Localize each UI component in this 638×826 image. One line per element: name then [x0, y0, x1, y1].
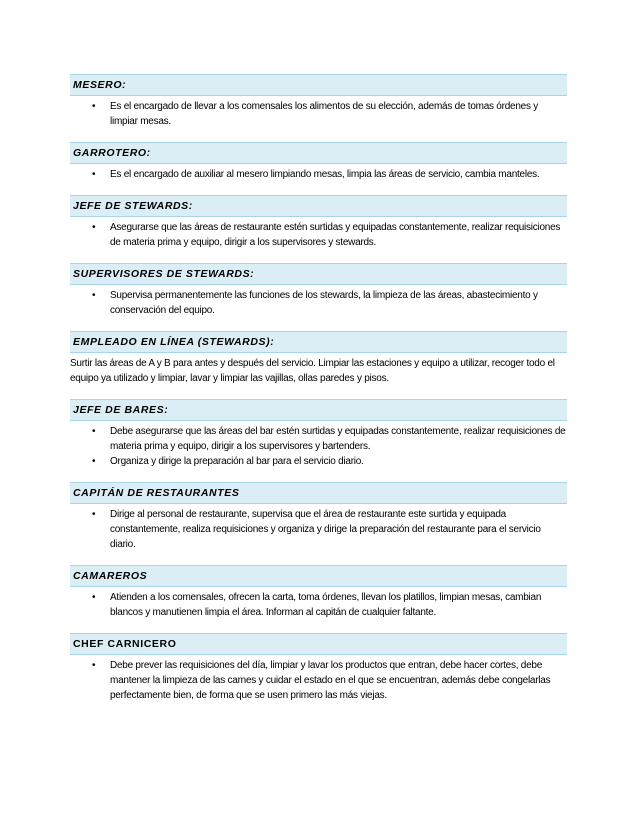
section-heading: EMPLEADO EN LÍNEA (STEWARDS): — [70, 331, 567, 353]
list-item — [70, 507, 567, 552]
section-heading: JEFE DE BARES: — [70, 399, 567, 421]
list-item-text: Debe asegurarse que las áreas del bar estén surtidas y equipadas constantemente, realizar requisiciones de materia prima y equipo, dirigir a los supervisores y bartenders. — [110, 426, 566, 452]
list-item-text: Asegurarse que las áreas de restaurante estén surtidas y equipadas constantemente, realizar requisiciones de materia prima y equipo, dirigir a los supervisores y stewards. — [110, 222, 561, 248]
bullet-icon: • — [92, 101, 96, 112]
list-item — [70, 424, 567, 454]
bullet-list — [70, 220, 567, 250]
list-item — [70, 454, 567, 469]
document-page — [70, 74, 567, 716]
section-jefe-de-stewards — [70, 195, 567, 250]
bullet-list — [70, 288, 567, 318]
section-heading: CAPITÁN DE RESTAURANTES — [70, 482, 567, 504]
section-heading: CAMAREROS — [70, 565, 567, 587]
bullet-list — [70, 99, 567, 129]
section-supervisores-de-stewards — [70, 263, 567, 318]
section-paragraph: Surtir las áreas de A y B para antes y después del servicio. Limpiar las estaciones y equipo a utilizar, recoger todo el equipo ya utilizado y limpiar, lavar y limpiar las vajillas, ollas paredes y pisos. — [70, 358, 555, 384]
section-camareros — [70, 565, 567, 620]
section-heading: JEFE DE STEWARDS: — [70, 195, 567, 217]
section-capitan-de-restaurantes — [70, 482, 567, 552]
list-item — [70, 220, 567, 250]
section-heading: MESERO: — [70, 74, 567, 96]
bullet-list — [70, 167, 567, 182]
bullet-icon: • — [92, 660, 96, 671]
section-chef-carnicero — [70, 633, 567, 703]
section-heading: GARROTERO: — [70, 142, 567, 164]
list-item — [70, 99, 567, 129]
bullet-icon: • — [92, 222, 96, 233]
bullet-icon: • — [92, 290, 96, 301]
list-item-text: Debe prever las requisiciones del día, limpiar y lavar los productos que entran, debe hacer cortes, debe mantener la limpieza de las carnes y cuidar el estado en el que se encuentran, además debe congelarlas perfectamente bien, de forma que se usen primero las más viejas. — [110, 660, 551, 701]
bullet-icon: • — [92, 426, 96, 437]
list-item-text: Supervisa permanentemente las funciones de los stewards, la limpieza de las áreas, abastecimiento y conservación del equipo. — [110, 290, 538, 316]
section-jefe-de-bares — [70, 399, 567, 469]
bullet-icon: • — [92, 592, 96, 603]
list-item — [70, 658, 567, 703]
list-item — [70, 167, 567, 182]
list-item-text: Dirige al personal de restaurante, supervisa que el área de restaurante este surtida y equipada constantemente, realiza requisiciones y organiza y dirige la preparación del restaurante para el servicio diario. — [110, 509, 541, 550]
bullet-list — [70, 590, 567, 620]
bullet-icon: • — [92, 509, 96, 520]
list-item-text: Organiza y dirige la preparación al bar para el servicio diario. — [110, 456, 364, 467]
bullet-icon: • — [92, 456, 96, 467]
list-item-text: Es el encargado de llevar a los comensales los alimentos de su elección, además de tomas órdenes y limpiar mesas. — [110, 101, 538, 127]
section-empleado-en-linea — [70, 331, 567, 386]
bullet-icon: • — [92, 169, 96, 180]
list-item-text: Es el encargado de auxiliar al mesero limpiando mesas, limpia las áreas de servicio, cambia manteles. — [110, 169, 540, 180]
section-mesero — [70, 74, 567, 129]
section-garrotero — [70, 142, 567, 182]
bullet-list — [70, 424, 567, 469]
list-item — [70, 288, 567, 318]
section-heading: CHEF CARNICERO — [70, 633, 567, 655]
bullet-list — [70, 507, 567, 552]
list-item — [70, 590, 567, 620]
section-heading: SUPERVISORES DE STEWARDS: — [70, 263, 567, 285]
bullet-list — [70, 658, 567, 703]
list-item-text: Atienden a los comensales, ofrecen la carta, toma órdenes, llevan los platillos, limpian mesas, cambian blancos y manutienen limpia el área. Informan al capitán de cualquier faltante. — [110, 592, 542, 618]
